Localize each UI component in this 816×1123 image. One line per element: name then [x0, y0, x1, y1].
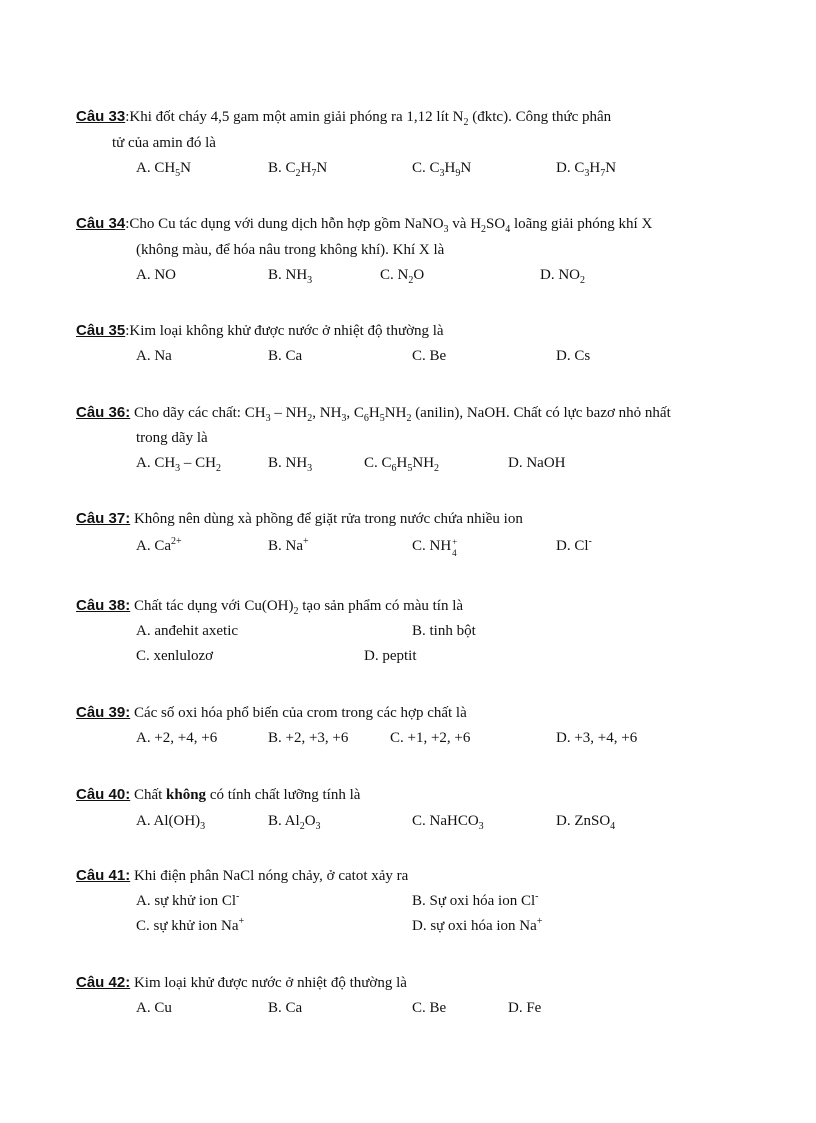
- question-label: Câu 34: [76, 215, 126, 232]
- question-label: Câu 37:: [76, 510, 131, 527]
- question-label: Câu 36:: [76, 404, 131, 421]
- option-d[interactable]: D. $C_3H_7N$: [556, 160, 617, 179]
- option-b[interactable]: B. $Al_2O_3$: [268, 813, 321, 832]
- question-37-stem: Câu 37: Không nên dùng xà phồng để giặt rửa trong nước chứa nhiều ion: [76, 510, 523, 527]
- option-b[interactable]: B. Na+: [268, 536, 309, 554]
- option-a[interactable]: A. anđehit axetic: [136, 623, 239, 639]
- option-b[interactable]: B. $NH_3$: [268, 455, 313, 474]
- option-d[interactable]: D. Fe: [508, 1000, 542, 1016]
- option-c[interactable]: C. $C_6H_5NH_2$: [364, 455, 440, 474]
- option-c[interactable]: C. NH + 4: [412, 537, 458, 558]
- option-d[interactable]: D. NaOH: [508, 455, 566, 471]
- option-a[interactable]: A. $CH_5N$: [136, 160, 192, 179]
- question-40-stem: Câu 40: Chất không có tính chất lưỡng tính là: [76, 786, 361, 803]
- option-d[interactable]: D. sự oxi hóa ion Na+: [412, 916, 543, 934]
- option-c[interactable]: C. $N_2O$: [380, 267, 425, 286]
- option-c[interactable]: C. Be: [412, 1000, 447, 1016]
- option-b[interactable]: B. $C_2H_7N$: [268, 160, 328, 179]
- option-b[interactable]: B. $NH_3$: [268, 267, 313, 286]
- question-34-stem-cont: (không màu, để hóa nâu trong không khí). Khí X là: [136, 242, 445, 258]
- question-label: Câu 42:: [76, 974, 131, 991]
- option-a[interactable]: A. $CH_3 - CH_2$: [136, 455, 222, 474]
- question-33-stem: [76, 108, 611, 126]
- option-c[interactable]: C. +1, +2, +6: [390, 730, 471, 746]
- option-b[interactable]: B. tinh bột: [412, 623, 476, 639]
- option-a[interactable]: A. Cu: [136, 1000, 172, 1016]
- option-b[interactable]: B. Ca: [268, 1000, 303, 1016]
- option-c[interactable]: C. Be: [412, 348, 447, 364]
- option-d[interactable]: D. +3, +4, +6: [556, 730, 638, 746]
- question-label: Câu 40:: [76, 786, 131, 803]
- option-a[interactable]: A. NO: [136, 267, 176, 283]
- option-a[interactable]: A. +2, +4, +6: [136, 730, 218, 746]
- question-39-stem: Câu 39: Các số oxi hóa phổ biến của crom trong các hợp chất là: [76, 704, 467, 721]
- question-36-stem-cont: trong dãy là: [136, 430, 208, 446]
- question-label: Câu 33: [76, 108, 126, 125]
- question-label: Câu 39:: [76, 704, 131, 721]
- question-label: Câu 41:: [76, 867, 131, 884]
- option-d[interactable]: D. peptit: [364, 648, 417, 664]
- question-36-stem: Câu 36: Cho dãy các chất: $CH_3 - NH_2$, $NH_3$, $C_6H_5NH_2$ (anilin), NaOH. Chất có lực bazơ nhỏ nhất: [76, 404, 671, 424]
- question-38-stem: Câu 38: Chất tác dụng với $Cu(OH)_2$ tạo sản phẩm có màu tín là: [76, 597, 464, 617]
- option-a[interactable]: A. $Al(OH)_3$: [136, 813, 206, 832]
- option-c[interactable]: C. $C_3H_9N$: [412, 160, 472, 179]
- option-c[interactable]: C. sự khử ion Na+: [136, 916, 245, 934]
- option-a[interactable]: A. $Ca^{2+}$: [136, 536, 182, 554]
- option-b[interactable]: B. Ca: [268, 348, 303, 364]
- question-41-stem: Câu 41: Khi điện phân NaCl nóng chảy, ở catot xảy ra: [76, 867, 409, 884]
- question-42-stem: Câu 42: Kim loại khử được nước ở nhiệt độ thường là: [76, 974, 407, 991]
- option-c[interactable]: C. NaHCO$_3$: [412, 813, 484, 832]
- question-34-stem: Câu 34:Cho Cu tác dụng với dung dịch hỗn hợp gồm NaNO$_3$ và $H_2SO_4$ loãng giải phóng khí X: [76, 215, 653, 235]
- question-label: Câu 38:: [76, 597, 131, 614]
- question-text: (đktc). Công thức phân: [468, 109, 612, 125]
- option-d[interactable]: D. Cs: [556, 348, 591, 364]
- option-d[interactable]: D. $NO_2$: [540, 267, 585, 286]
- option-d[interactable]: D. ZnSO$_4$: [556, 813, 616, 832]
- question-text: :Khi đốt cháy 4,5 gam một amin giải phóng ra 1,12 lít N: [125, 109, 464, 125]
- question-label: Câu 35: [76, 322, 126, 339]
- option-d[interactable]: D. Cl-: [556, 536, 592, 554]
- option-a[interactable]: A. Na: [136, 348, 172, 364]
- question-33-stem-cont: tử của amin đó là: [112, 135, 216, 151]
- emphasis: không: [166, 787, 207, 803]
- question-35-stem: Câu 35:Kim loại không khử được nước ở nhiệt độ thường là: [76, 322, 444, 339]
- option-c[interactable]: C. xenlulozơ: [136, 648, 214, 664]
- subscript: 2: [463, 117, 469, 128]
- option-b[interactable]: B. Sự oxi hóa ion Cl-: [412, 891, 539, 909]
- option-a[interactable]: A. sự khử ion Cl-: [136, 891, 240, 909]
- option-b[interactable]: B. +2, +3, +6: [268, 730, 349, 746]
